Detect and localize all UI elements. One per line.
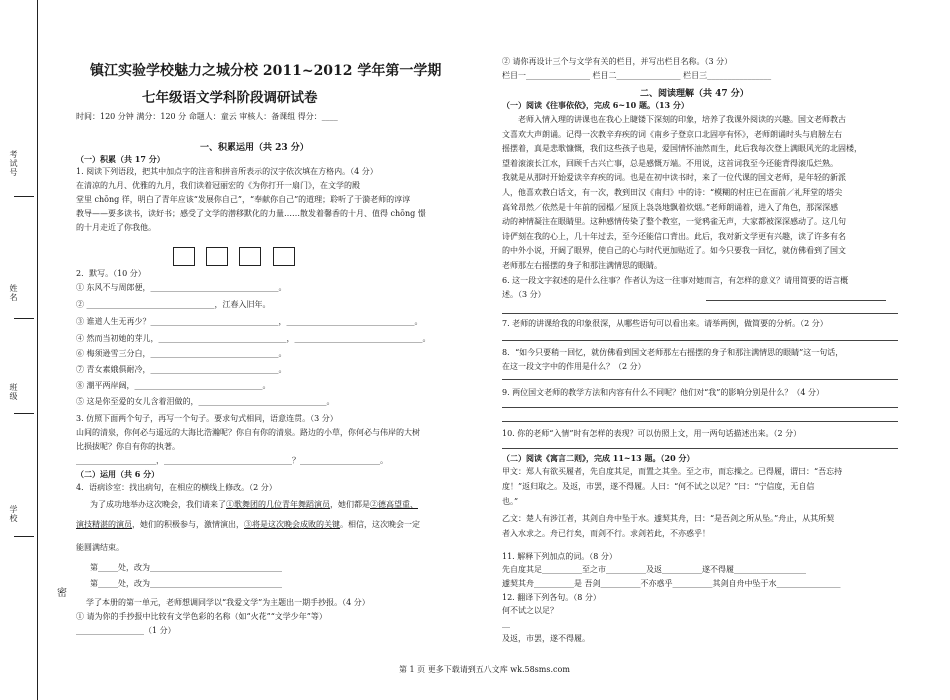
- school-blank: [14, 536, 34, 537]
- q8-answer-line[interactable]: [502, 379, 898, 380]
- text-jia-line-1: 甲文：郑人有欲买履者，先自度其足，而置之其坐。至之市，而忘操之。已得履，谓曰：“吾忘持: [502, 467, 843, 476]
- q5-sub2: ② 请你再设计三个与文学有关的栏目，并写出栏目名称。（3 分）: [502, 57, 733, 66]
- q4-part-g: 。相信，这次晚会一定: [340, 520, 420, 529]
- answer-box-3[interactable]: [239, 247, 261, 266]
- q10-prompt: 10. 你的老师“入情”时有怎样的表现？可以仿照上文，用一两句话描述出来。（2 分）: [502, 429, 802, 438]
- q11-row-2[interactable]: 遽契其舟__________是 吾剑__________不亦惑乎__________其剑自舟中坠于水________________: [502, 579, 841, 588]
- q4-sentence-line2: [76, 520, 420, 531]
- passage-wangshiyiyi: [502, 113, 902, 274]
- q1-prompt: 1. 阅读下列语段，把其中加点字的注音和拼音所表示的汉字依次填在方格内。（4 分）: [76, 167, 378, 176]
- page-subtitle: 七年级语文学科阶段调研试卷: [142, 90, 318, 106]
- q8-prompt-cont: 在这一段文字中的作用是什么？（2 分）: [502, 362, 646, 371]
- q6-answer-line-2[interactable]: [502, 313, 898, 314]
- text-yi-line-2: 者入水求之。舟已行矣，而剑不行。求剑若此，不亦惑乎！: [502, 529, 710, 538]
- passage-line-2: 文喜欢大声朗诵。记得一次教辛弃疾的词《南乡子登京口北固亭有怀》，老师朗诵时头与肩膀左右: [502, 129, 842, 139]
- q5-sub1: ① 请为你的手抄报中比较有文学色彩的名称（如“火花”“文学少年”等）: [76, 612, 327, 621]
- passage-line-1: 老师入情入理的讲课也在我心上睫镂下深刻的印象，培养了我课外阅读的兴趣。国文老师教古: [518, 115, 846, 124]
- binding-line: [37, 0, 38, 700]
- q2-prompt: 2．默写。（10 分）: [76, 269, 146, 278]
- page-footer: 第 1 页 更多下载请到五八文库 wk.58sms.com: [399, 665, 570, 674]
- q6-prompt-cont: 述。（3 分）: [502, 290, 546, 299]
- q9-answer-line-1[interactable]: [502, 407, 898, 408]
- q1-line2: 堂里 chōng 徉，明白了青年应该“发展你自己”，“奉献你自己”的道理；聆听了于漪老师的谆谆: [76, 195, 411, 204]
- q4-underlined-2b: 演技精湛的演员: [76, 520, 132, 529]
- exam-no-label: 考试号: [9, 150, 18, 177]
- q4-fix-2[interactable]: 第_____处，改为_________________________________: [90, 579, 282, 588]
- q6-answer-line-1[interactable]: [706, 300, 886, 301]
- part1-sec1: （一）积累（共 17 分）: [76, 154, 165, 164]
- passage-line-10: 的中外小说，开阔了眼界，使自己的心与时代更加贴近了。如今只要我一回忆，就仿佛看到了国文: [502, 246, 846, 256]
- q12-answer-mark[interactable]: __: [502, 619, 510, 628]
- q5-columns[interactable]: 栏目一________________ 栏目二________________ 栏目三________________: [502, 71, 772, 80]
- q3-example-1: 山间的清泉，你何必与遥远的大海比浩瀚呢？你自有你的清泉。路边的小草，你何必与伟岸的大树: [76, 428, 420, 437]
- q2-item-7: ⑧ 潮平两岸阔，________________________________。: [76, 381, 271, 390]
- passage-line-7: 高耸昂然／依然是十年前的园榻／屋顶上袅袅地飘着炊烟。”老师朗诵着，进入了角色，那深深感: [502, 202, 839, 212]
- q1-line4: 的十月走近了你我他。: [76, 223, 156, 232]
- page-title: 镇江实验学校魅力之城分校 2011~2012 学年第一学期: [90, 63, 442, 79]
- part1-heading: 一、积累运用（共 23 分）: [200, 143, 309, 153]
- passage-line-3: 摇摆着，真是悲歌慷慨，我们这些孩子也是，爱国情怀油然而生，此后我每次登上满眼风光的北固楼，: [502, 144, 862, 154]
- q1-line3: 教导——要多读书，读好书；感受了文学的潜移默化的力量……散发着馨香的十月、值得 chōng 憬: [76, 209, 426, 218]
- q10-answer-line[interactable]: [502, 448, 898, 449]
- seal-label: 密: [57, 588, 67, 599]
- q5-sub1-blank[interactable]: _________________（1 分）: [76, 626, 176, 635]
- q9-answer-line-2[interactable]: [502, 421, 898, 422]
- school-label: 学校: [9, 505, 18, 523]
- q2-item-2: ② ________________________________，江春入旧年。: [76, 300, 271, 309]
- q9-prompt: 9. 两位国文老师的教学方法和内容有什么不同呢？他们对“我”的影响分别是什么？（4 分）: [502, 388, 824, 397]
- answer-box-2[interactable]: [206, 247, 228, 266]
- name-blank: [14, 318, 34, 319]
- q4-underlined-1: ①歌舞团的几位青年舞蹈演员: [226, 500, 330, 509]
- q2-item-3: ③ 谁道人生无再少？________________________________，________________________________。: [76, 317, 423, 326]
- q6-prompt: 6. 这一段文字叙述的是什么往事？作者认为这一往事对她而言，有怎样的意义？请用简要的语言概: [502, 276, 849, 285]
- q7-answer-line[interactable]: [502, 340, 898, 341]
- part1-sec2: （二）运用（共 6 分）: [76, 469, 160, 479]
- q4-underlined-3: ③将是这次晚会成败的关键: [244, 520, 340, 529]
- q12-sentence-2: 及返，市罢，遂不得履。: [502, 634, 590, 643]
- q2-item-8: ⑤ 这是你至爱的女儿含着泪做的，________________________________。: [76, 397, 335, 406]
- passage-line-9: 诗俨刻在我的心上，几十年过去，至今还能信口背出。此后，我对新文学更有兴趣，读了许多有名: [502, 231, 846, 241]
- q4-part-e: ，她们的积极参与，激情演出，: [132, 520, 244, 529]
- passage-line-8: 动的神情凝注在眼睛里。这种感情传染了整个教室，一觉鸦雀无声，大家都被深深感动了。这几句: [502, 217, 846, 227]
- q2-item-1: ① 东风不与周郎便，________________________________。: [76, 283, 287, 292]
- q3-answer-blank[interactable]: ____________________，________________________________？____________________。: [76, 456, 388, 465]
- passage-line-5: 我就是从那时开始爱读辛弃疾的词。也是在初中读书时，来了一位代课的国文老师，是年轻的新派: [502, 173, 846, 183]
- q4-part-c: ，她们都是: [330, 500, 370, 509]
- passage-line-6: 人，他喜欢教白话文，有一次，教到田汉《南归》中的诗：“模糊的村庄已在面前／礼拜堂的塔尖: [502, 187, 843, 197]
- q4-underlined-2a: ②德高望重、: [370, 500, 418, 509]
- q4-fix-1[interactable]: 第_____处，改为_________________________________: [90, 563, 282, 572]
- q3-example-2: 比损拔呢？你自有你的执著。: [76, 442, 180, 451]
- q2-item-5: ⑥ 梅须逊雪三分白，________________________________。: [76, 349, 287, 358]
- part2-sec1: （一）阅读《往事依依》，完成 6~10 题。（13 分）: [502, 100, 689, 110]
- q8-prompt: 8．“如今只要稍一回忆，就仿佛看到国文老师那左右摇摆的身子和那注满情思的眼睛”这一句话，: [502, 348, 844, 357]
- q4-sentence-line1: [90, 500, 418, 511]
- passage-line-4: 望着滚滚长江水，回顾千古兴亡事，总是感慨万端。不用说，这首词我至今还能背得滚瓜烂熟。: [502, 158, 838, 168]
- q12-sentence-1: 何不试之以足？: [502, 606, 558, 615]
- q1-line1: 在清凉的九月、优雅的九月，我们读着冠丽宏的《为你打开一扇门》，在文学的殿: [76, 181, 360, 190]
- q4-sentence-line3: 能圆满结束。: [76, 543, 124, 552]
- text-yi-line-1: 乙文：楚人有涉江者，其剑自舟中坠于水。遽契其舟，曰：“是吾剑之所从坠。”舟止，从其所契: [502, 514, 835, 523]
- q7-prompt: 7. 老师的讲课给我的印象很深，从哪些语句可以看出来。请举两例，做简要的分析。（2 分）: [502, 319, 828, 328]
- answer-box-4[interactable]: [273, 247, 295, 266]
- exam-no-blank: [14, 196, 34, 197]
- q2-item-6: ⑦ 青女素娥俱耐冷，________________________________。: [76, 365, 287, 374]
- q11-prompt: 11. 解释下列加点的词。（8 分）: [502, 552, 617, 561]
- answer-box-1[interactable]: [173, 247, 195, 266]
- q5-prompt: 学了本册的第一单元，老师想调同学以“我爱文学”为主题出一期手抄报。（4 分）: [86, 598, 370, 607]
- q4-part-a: 为了成功地举办这次晚会，我们请来了: [90, 500, 226, 509]
- text-jia-line-3: 也。”: [502, 497, 519, 506]
- q4-prompt: 4．语病诊室：找出病句，在相应的横线上修改。（2 分）: [76, 483, 277, 492]
- q2-item-4: ④ 然而当初她的芽儿，________________________________，________________________________。: [76, 334, 431, 343]
- q12-prompt: 12. 翻译下列各句。（8 分）: [502, 593, 601, 602]
- part2-sec2: （二）阅读《寓言二则》，完成 11~13 题。（20 分）: [502, 453, 695, 463]
- text-jia-line-2: 度！”返归取之。及返，市罢，遂不得履。人曰：“何不试之以足？”曰：“宁信度，无自信: [502, 482, 815, 491]
- passage-line-11: 老师那左右摇摆的身子和那注满情思的眼睛。: [502, 260, 662, 270]
- part2-heading: 二、阅读理解（共 47 分）: [640, 89, 749, 99]
- class-blank: [14, 413, 34, 414]
- name-label: 姓名: [9, 284, 18, 302]
- exam-meta: 时间：120 分钟 满分：120 分 命题人：童云 审核人：备课组 得分：____: [76, 112, 338, 121]
- q3-prompt: 3. 仿照下面两个句子，再写一个句子。要求句式相同，语意连贯。（3 分）: [76, 414, 338, 423]
- q11-row-1[interactable]: 先自度其足__________至之市__________及返__________遂不得履__________________: [502, 565, 806, 574]
- class-label: 班级: [9, 383, 18, 401]
